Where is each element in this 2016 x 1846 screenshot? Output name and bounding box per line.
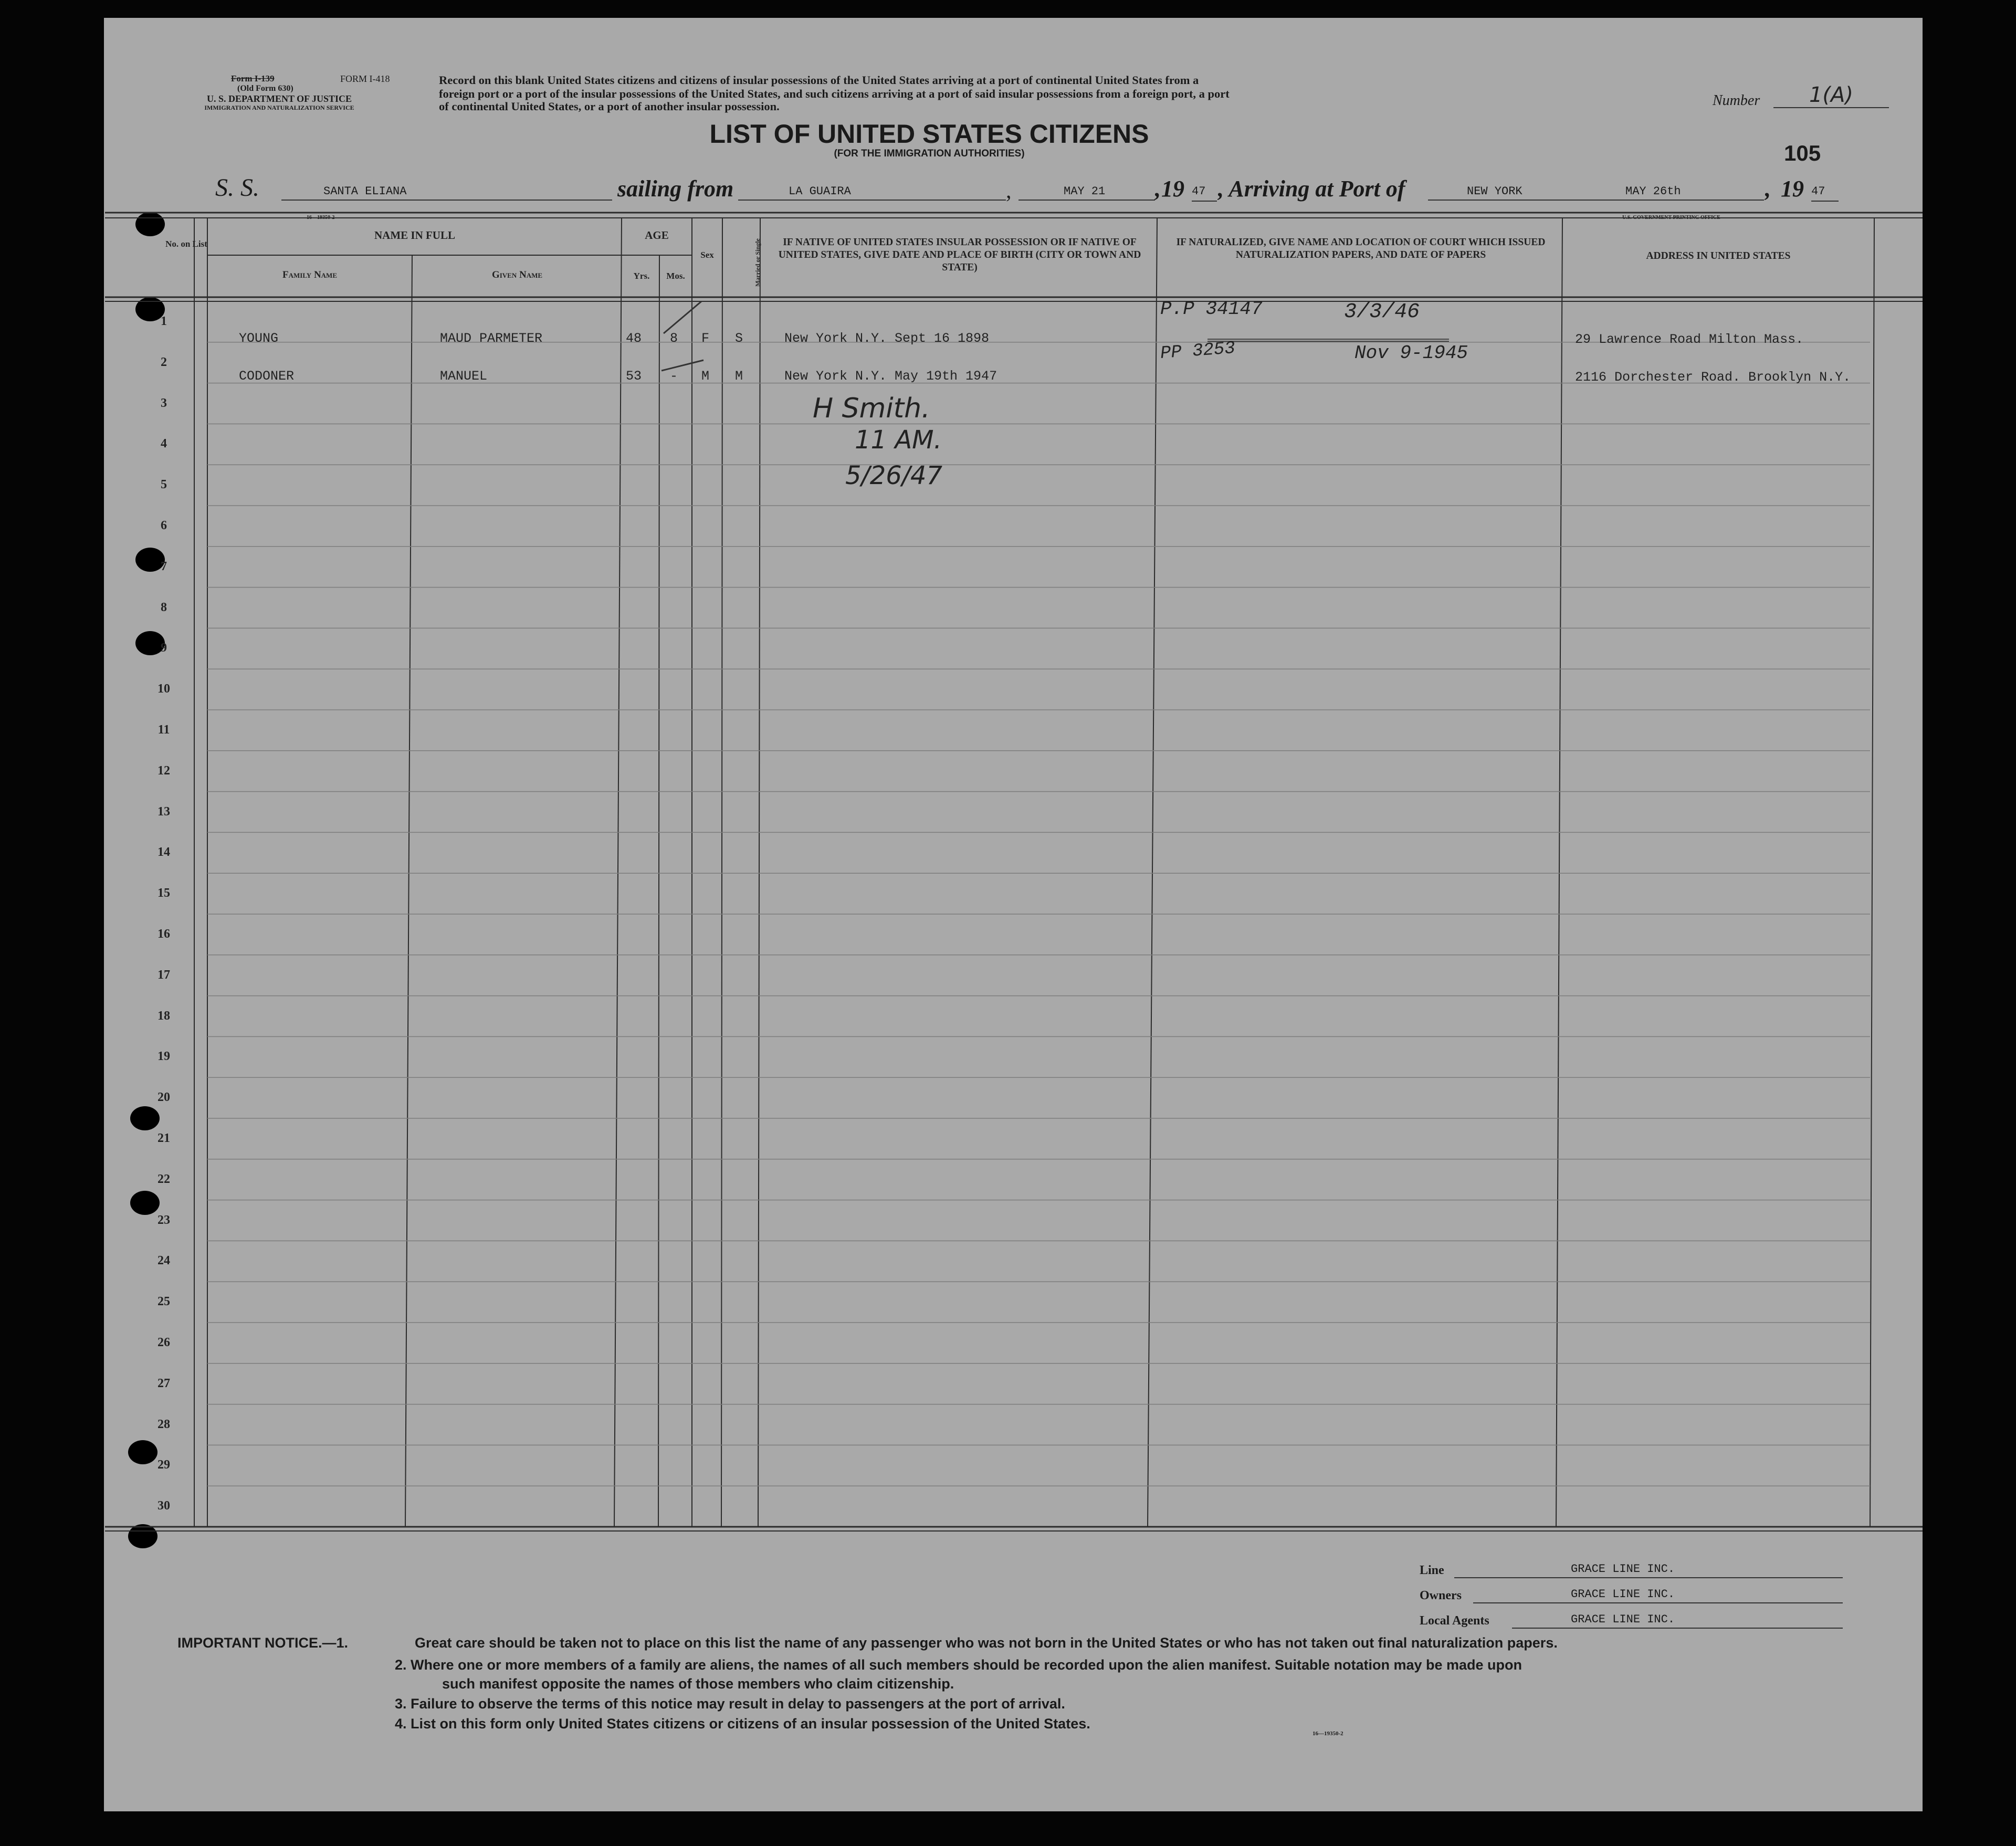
print-code-bottom: 16—19350-2	[1312, 1730, 1343, 1737]
row-number: 16	[158, 927, 170, 941]
form-code: FORM I-418	[340, 74, 390, 84]
naturalization-paper: P.P 34147	[1160, 298, 1263, 320]
ss-label: S. S.	[215, 174, 259, 202]
birth-info: New York N.Y. Sept 16 1898	[784, 331, 990, 346]
print-code-top: 16—19350-2	[307, 215, 335, 221]
notice-item-3: 3. Failure to observe the terms of this notice may result in delay to passengers at the port of arrival.	[395, 1696, 1065, 1712]
marital-status: M	[735, 369, 743, 384]
col-header-naturalized: IF NATURALIZED, GIVE NAME AND LOCATION OF COURT WHICH ISSUED NATURALIZATION PAPERS, AND DATE OF PAPERS	[1176, 237, 1546, 260]
age-months: -	[670, 369, 678, 384]
row-number: 21	[158, 1131, 170, 1145]
inspection-date: 5/26/47	[845, 461, 943, 490]
address: 2116 Dorchester Road. Brooklyn N.Y.	[1575, 370, 1851, 385]
notice-item-1: Great care should be taken not to place on this list the name of any passenger who was not born in the United States or who has not taken out final naturalization papers.	[415, 1635, 1558, 1651]
row-number: 25	[158, 1295, 170, 1309]
given-name: MAUD PARMETER	[440, 331, 543, 346]
arrival-port: NEW YORK	[1428, 185, 1764, 201]
sex: M	[701, 369, 710, 384]
age-months: 8	[670, 331, 678, 346]
record-text-line: Record on this blank United States citizens and citizens of insular possessions of the United States arriving at a port of continental United States from a	[439, 74, 1199, 87]
row-number: 7	[161, 559, 167, 573]
col-header-sex: Sex	[700, 250, 714, 260]
service: IMMIGRATION AND NATURALIZATION SERVICE	[204, 104, 354, 111]
col-header-married-single: Married or Single	[754, 238, 761, 287]
arrival-year: 47	[1811, 185, 1839, 202]
number-value: 1(A)	[1773, 83, 1889, 108]
arrival-date: MAY 26th	[1625, 185, 1681, 198]
year-prefix: 19	[1161, 176, 1184, 202]
row-number: 26	[158, 1335, 170, 1349]
sex: F	[701, 331, 710, 346]
row-number: 1	[161, 314, 167, 328]
row-number: 22	[158, 1172, 170, 1186]
col-header-family-name: Family Name	[282, 269, 337, 280]
number-label: Number	[1713, 92, 1760, 109]
print-office: U.S. GOVERNMENT PRINTING OFFICE	[1622, 215, 1720, 221]
naturalization-paper: PP 3253	[1159, 339, 1236, 364]
agents-value: GRACE LINE INC.	[1512, 1613, 1843, 1629]
row-number: 8	[161, 600, 167, 614]
col-header-mos: Mos.	[666, 271, 685, 281]
record-text-line: of continental United States, or a port of another insular possession.	[439, 100, 780, 113]
row-number: 9	[161, 641, 167, 655]
row-number: 24	[158, 1254, 170, 1268]
family-name: CODONER	[239, 369, 295, 384]
age-years: 48	[626, 331, 642, 346]
row-number: 18	[158, 1009, 170, 1023]
marital-status: S	[735, 331, 743, 346]
col-header-given-name: Given Name	[491, 269, 543, 280]
naturalization-date: 3/3/46	[1344, 300, 1420, 324]
col-header-no: No. on List	[165, 239, 207, 249]
row-number: 4	[161, 437, 167, 451]
given-name: MANUEL	[440, 369, 488, 384]
department: U. S. DEPARTMENT OF JUSTICE	[206, 93, 352, 104]
row-number: 20	[158, 1090, 170, 1105]
line-value: GRACE LINE INC.	[1454, 1562, 1843, 1578]
row-number: 29	[158, 1458, 170, 1472]
col-header-address: ADDRESS IN UNITED STATES	[1646, 250, 1791, 261]
col-header-age: AGE	[645, 229, 669, 242]
age-years: 53	[626, 369, 642, 384]
year-prefix-arrival: 19	[1781, 176, 1804, 202]
notice-item-4: 4. List on this form only United States citizens or citizens of an insular possession of the United States.	[395, 1716, 1090, 1732]
sailing-label: sailing from	[617, 176, 734, 202]
row-number: 13	[158, 804, 170, 819]
row-number: 15	[158, 886, 170, 900]
row-number: 30	[158, 1499, 170, 1513]
line-label: Line	[1420, 1564, 1444, 1577]
arriving-label: , Arriving at Port of	[1218, 176, 1405, 202]
agents-label: Local Agents	[1420, 1614, 1489, 1628]
old-form: (Old Form 630)	[237, 84, 293, 93]
old-form-code: Form I-139	[231, 74, 275, 83]
row-number: 6	[161, 518, 167, 532]
col-header-native: IF NATIVE OF UNITED STATES INSULAR POSSESSION OR IF NATIVE OF UNITED STATES, GIVE DATE AND PLACE OF BIRTH (CITY OR TOWN AND STATE)	[778, 237, 1141, 273]
row-number: 11	[158, 722, 170, 737]
col-header-name-in-full: NAME IN FULL	[374, 229, 455, 242]
row-number: 14	[158, 845, 170, 859]
owners-label: Owners	[1420, 1589, 1462, 1602]
page-number: 105	[1784, 141, 1821, 165]
row-number: 19	[158, 1050, 170, 1064]
record-text-line: foreign port or a port of the insular possessions of the United States, and such citizens arriving at a port of said insular possessions from a foreign port, a port	[439, 87, 1230, 100]
sailing-from: LA GUAIRA	[738, 185, 1006, 201]
inspection-time: 11 AM.	[855, 425, 942, 455]
row-number: 10	[158, 682, 170, 696]
row-number: 28	[158, 1417, 170, 1431]
notice-item-2a: 2. Where one or more members of a family are aliens, the names of all such members should be recorded upon the alien manifest. Suitable notation may be made upon	[395, 1657, 1522, 1673]
row-number: 5	[161, 478, 167, 492]
row-number: 27	[158, 1376, 170, 1390]
address: 29 Lawrence Road Milton Mass.	[1575, 332, 1804, 347]
page-subtitle: (FOR THE IMMIGRATION AUTHORITIES)	[834, 148, 1025, 159]
birth-info: New York N.Y. May 19th 1947	[784, 369, 998, 384]
owners-value: GRACE LINE INC.	[1473, 1588, 1843, 1603]
row-number: 3	[161, 396, 167, 410]
row-number: 17	[158, 968, 170, 982]
row-number: 23	[158, 1213, 170, 1227]
depart-year: 47	[1192, 185, 1217, 202]
inspector-signature: H Smith.	[813, 393, 930, 424]
ship-name: SANTA ELIANA	[281, 185, 612, 201]
row-number: 2	[161, 355, 167, 369]
row-number: 12	[158, 763, 170, 778]
notice-heading: IMPORTANT NOTICE.—1.	[177, 1635, 349, 1651]
notice-item-2b: such manifest opposite the names of those members who claim citizenship.	[442, 1676, 954, 1692]
col-header-yrs: Yrs.	[633, 271, 650, 281]
page-title: LIST OF UNITED STATES CITIZENS	[709, 119, 1149, 149]
depart-date: MAY 21	[1018, 185, 1155, 201]
naturalization-date: Nov 9-1945	[1354, 342, 1468, 364]
family-name: YOUNG	[239, 331, 279, 346]
